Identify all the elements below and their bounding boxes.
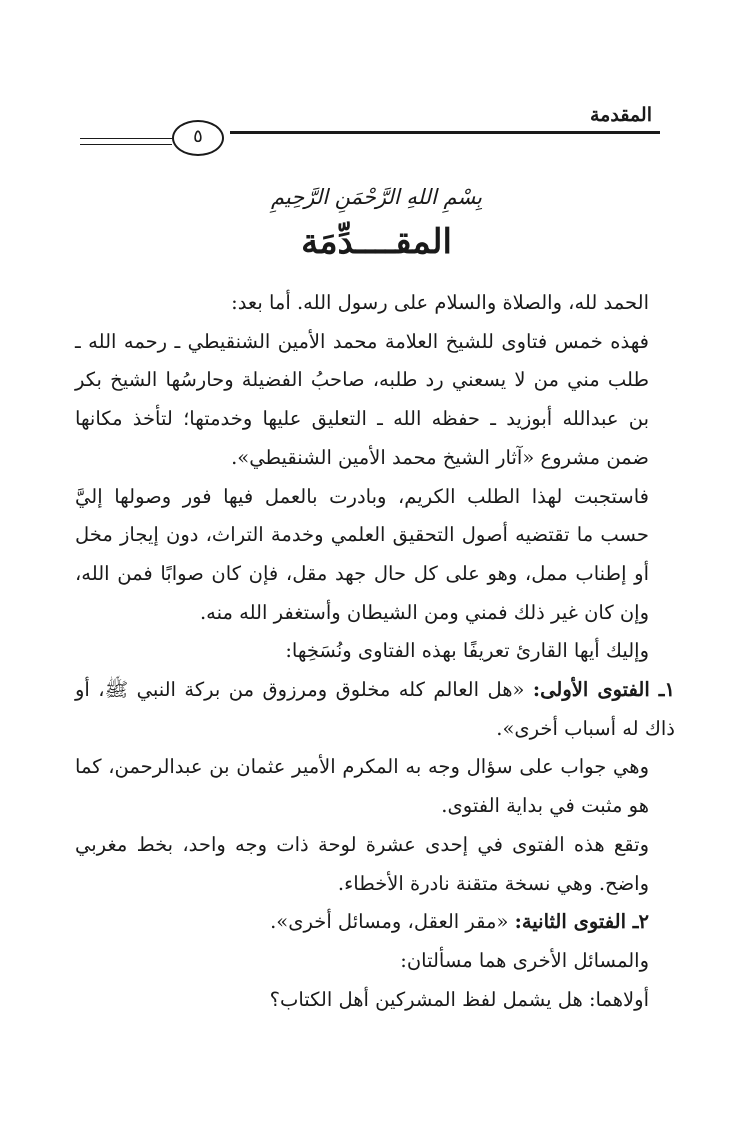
fatwa-label: ٢ـ الفتوى الثانية: bbox=[514, 910, 649, 934]
paragraph bbox=[75, 478, 675, 633]
paragraph bbox=[75, 981, 675, 1020]
paragraph bbox=[75, 826, 675, 903]
paragraph-text: والمسائل الأخرى هما مسألتان: bbox=[400, 948, 649, 972]
paragraph-text: وهي جواب على سؤال وجه به المكرم الأمير عثمان بن عبدالرحمن، كما هو مثبت في بداية الفتوى. bbox=[75, 755, 649, 818]
fatwa-label: ١ـ الفتوى الأولى: bbox=[532, 678, 675, 702]
paragraph bbox=[75, 323, 675, 478]
paragraph bbox=[75, 632, 675, 671]
paragraph-text: «هل العالم كله مخلوق ومرزوق من بركة النبي ﷺ، أو ذاك له أسباب أخرى». bbox=[75, 678, 675, 740]
paragraph-text: فاستجبت لهذا الطلب الكريم، وبادرت بالعمل فيها فور وصولها إليَّ حسب ما تقتضيه أصول التحقيق العلمي وخدمة التراث، دون إيجاز مخل أو إطناب ممل، وهو على كل حال جهد مقل، فإن كان صوابًا فمن الله، وإن كان غير ذلك فمني ومن الشيطان وأستغفر الله منه. bbox=[75, 484, 649, 624]
paragraph bbox=[75, 671, 675, 748]
body-text bbox=[75, 284, 675, 1019]
paragraph bbox=[75, 748, 675, 825]
section-heading: المقــــدِّمَة bbox=[301, 222, 452, 262]
paragraph-text: فهذه خمس فتاوى للشيخ العلامة محمد الأمين الشنقيطي ـ رحمه الله ـ طلب مني من لا يسعني رد طلبه، صاحبُ الفضيلة وحارسُها الشيخ بكر بن عبدالله أبوزيد ـ حفظه الله ـ التعليق عليها وخدمتها؛ لتأخذ مكانها ضمن مشروع «آثار الشيخ محمد الأمين الشنقيطي». bbox=[75, 329, 649, 469]
paragraph bbox=[75, 903, 675, 942]
paragraph-text: أولاهما: هل يشمل لفظ المشركين أهل الكتاب؟ bbox=[269, 987, 649, 1011]
page-number: ٥ bbox=[172, 120, 224, 156]
paragraph-text: وإليك أيها القارئ تعريفًا بهذه الفتاوى ونُسَخِها: bbox=[285, 639, 649, 663]
header-rule bbox=[230, 131, 660, 134]
page-header bbox=[80, 98, 660, 158]
paragraph-text: وتقع هذه الفتوى في إحدى عشرة لوحة ذات وجه واحد، بخط مغربي واضح. وهي نسخة متقنة نادرة الأخطاء. bbox=[75, 832, 649, 895]
header-rule-left-2 bbox=[80, 144, 172, 145]
paragraph bbox=[75, 942, 675, 981]
basmala: بِسْمِ اللهِ الرَّحْمَنِ الرَّحِيمِ bbox=[270, 185, 483, 209]
paragraph bbox=[75, 284, 675, 323]
paragraph-text: الحمد لله، والصلاة والسلام على رسول الله. أما بعد: bbox=[231, 291, 649, 314]
paragraph-text: «مقر العقل، ومسائل أخرى». bbox=[270, 910, 509, 934]
header-rule-left bbox=[80, 138, 172, 139]
running-title: المقدمة bbox=[589, 104, 652, 126]
